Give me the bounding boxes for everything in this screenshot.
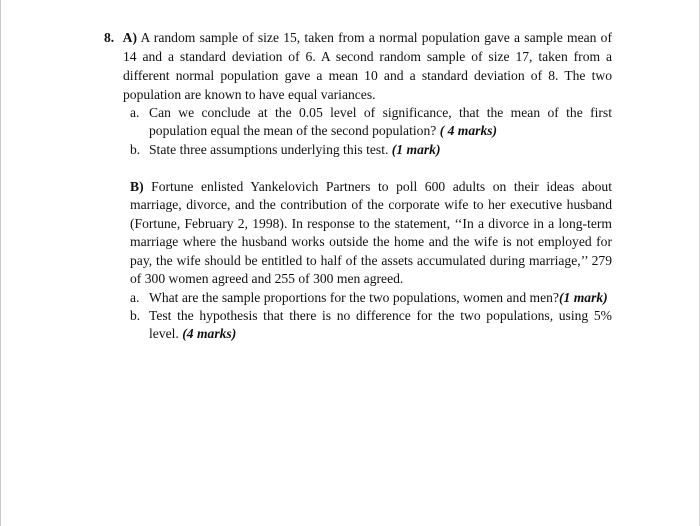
part-a-line-1: 8. A) A random sample of size 15, taken from a normal population gave a sample mean of	[104, 30, 613, 45]
part-b-item-b-line-2: level. (4 marks)	[149, 326, 237, 341]
part-b-label: B)	[130, 179, 144, 194]
part-b-item-a-marker: a.	[130, 290, 140, 305]
marks-label: (1 mark)	[558, 290, 608, 305]
page-left-edge	[0, 0, 1, 526]
part-a-item-a-marker: a.	[130, 105, 140, 120]
part-a-item-b-marker: b.	[130, 142, 141, 157]
part-a-item-b-line-1: State three assumptions underlying this test. (1 mark)	[149, 142, 441, 157]
part-b-item-b-marker: b.	[130, 308, 141, 323]
marks-label: ( 4 marks)	[439, 123, 498, 138]
part-b-line-2: marriage, divorce, and the contribution of the corporate wife to her executive husband	[130, 197, 612, 212]
part-b-line-1: B) Fortune enlisted Yankelovich Partners to poll 600 adults on their ideas about	[130, 179, 612, 194]
part-b-item-a-line-1: What are the sample proportions for the two populations, women and men?(1 mark)	[149, 290, 608, 305]
part-a-line-4: population are known to have equal variances.	[123, 87, 376, 102]
part-b-line-4: marriage where the husband works outside the home and the wife is not employed for	[130, 234, 612, 249]
part-a-line-3: different normal population gave a mean 10 and a standard deviation of 8. The two	[123, 68, 612, 83]
marks-label: (4 marks)	[182, 326, 237, 341]
marks-label: (1 mark)	[391, 142, 441, 157]
part-a-line-2: 14 and a standard deviation of 6. A second random sample of size 17, taken from a	[123, 49, 612, 64]
part-b-line-6: of 300 women agreed and 255 of 300 men agreed.	[130, 271, 404, 286]
part-b-item-b-line-1: Test the hypothesis that there is no difference for the two populations, using 5%	[149, 308, 612, 323]
question-number: 8.	[104, 30, 115, 45]
part-a-item-a-line-2: population equal the mean of the second population? ( 4 marks)	[149, 123, 498, 138]
part-b-line-5: pay, the wife should be entitled to half of the assets accumulated during marriage,’’ 279	[130, 253, 612, 268]
part-b-line-3: (Fortune, February 2, 1998). In response to the statement, ‘‘In a divorce in a long-term	[130, 216, 612, 231]
part-a-item-a-line-1: Can we conclude at the 0.05 level of significance, that the mean of the first	[149, 105, 612, 120]
part-a-label: A)	[122, 30, 138, 45]
